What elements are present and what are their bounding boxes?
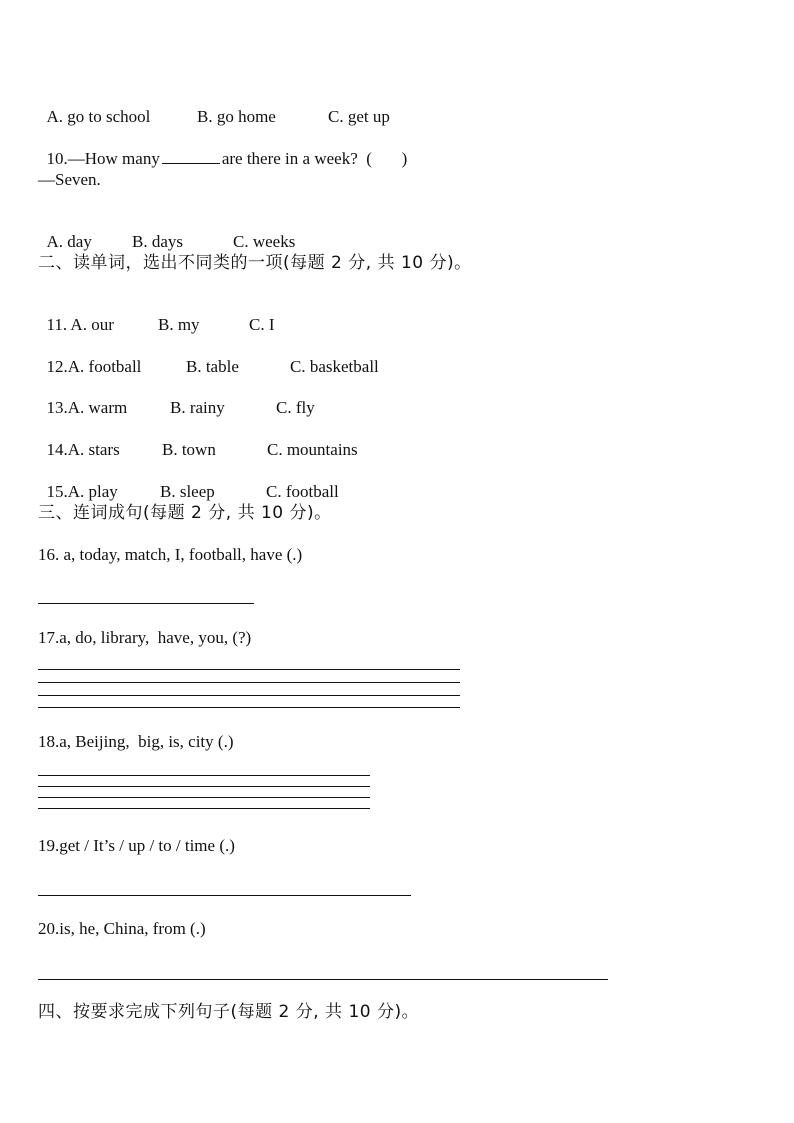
q17: 17.a, do, library, have, you, (?) [38,628,252,647]
q12-option-b: B. table [186,357,239,376]
q13-option-c: C. fly [276,398,315,417]
q20: 20.is, he, China, from (.) [38,919,206,938]
q12-option-a: 12.A. football [46,357,142,376]
q13-option-b: B. rainy [170,398,225,417]
q17-answer-line-4 [38,707,460,708]
q16-answer-line[interactable] [38,603,254,604]
q10-options [38,212,296,252]
q10-answer: —Seven. [38,170,101,189]
q18-answer-line-2 [38,786,370,787]
section4-title: 四、按要求完成下列句子(每题 2 分, 共 10 分)。 [38,1002,420,1022]
q17-answer-line-3 [38,695,460,696]
q18-answer-line-3 [38,797,370,798]
q9-options [38,87,390,127]
q15-option-a: 15.A. play [46,482,118,501]
q14-option-a: 14.A. stars [46,440,120,459]
q18-answer-line-1[interactable] [38,775,370,776]
q13 [38,378,315,418]
q17-answer-line-1[interactable] [38,669,460,670]
q9-option-b: B. go home [197,107,276,126]
q10-option-c: C. weeks [233,232,296,251]
q10-stem-pre: 10.—How many [46,149,160,168]
q11-option-c: C. I [249,315,275,334]
q9-option-c: C. get up [328,107,390,126]
q11-option-b: B. my [158,315,200,334]
q19: 19.get / It’s / up / to / time (.) [38,836,235,855]
q10-blank [162,149,220,164]
q10-option-a: A. day [46,232,92,251]
q11-option-a: 11. A. our [46,315,114,334]
q12 [38,337,379,377]
q16: 16. a, today, match, I, football, have (.) [38,545,303,564]
q18: 18.a, Beijing, big, is, city (.) [38,732,234,751]
q18-answer-line-4 [38,808,370,809]
q10-stem [38,129,407,169]
q12-option-c: C. basketball [290,357,379,376]
q14 [38,420,358,460]
section2-title: 二、读单词，选出不同类的一项(每题 2 分, 共 10 分)。 [38,253,472,273]
q15-option-c: C. football [266,482,339,501]
q11 [38,295,275,335]
q13-option-a: 13.A. warm [46,398,128,417]
q14-option-b: B. town [162,440,216,459]
q15 [38,462,339,502]
q20-answer-line[interactable] [38,979,608,980]
q19-answer-line[interactable] [38,895,411,896]
q14-option-c: C. mountains [267,440,358,459]
q9-option-a: A. go to school [46,107,151,126]
q10-option-b: B. days [132,232,183,251]
q15-option-b: B. sleep [160,482,215,501]
section3-title: 三、连词成句(每题 2 分, 共 10 分)。 [38,503,332,523]
q10-stem-post: are there in a week? ( ) [221,149,408,168]
q17-answer-line-2 [38,682,460,683]
